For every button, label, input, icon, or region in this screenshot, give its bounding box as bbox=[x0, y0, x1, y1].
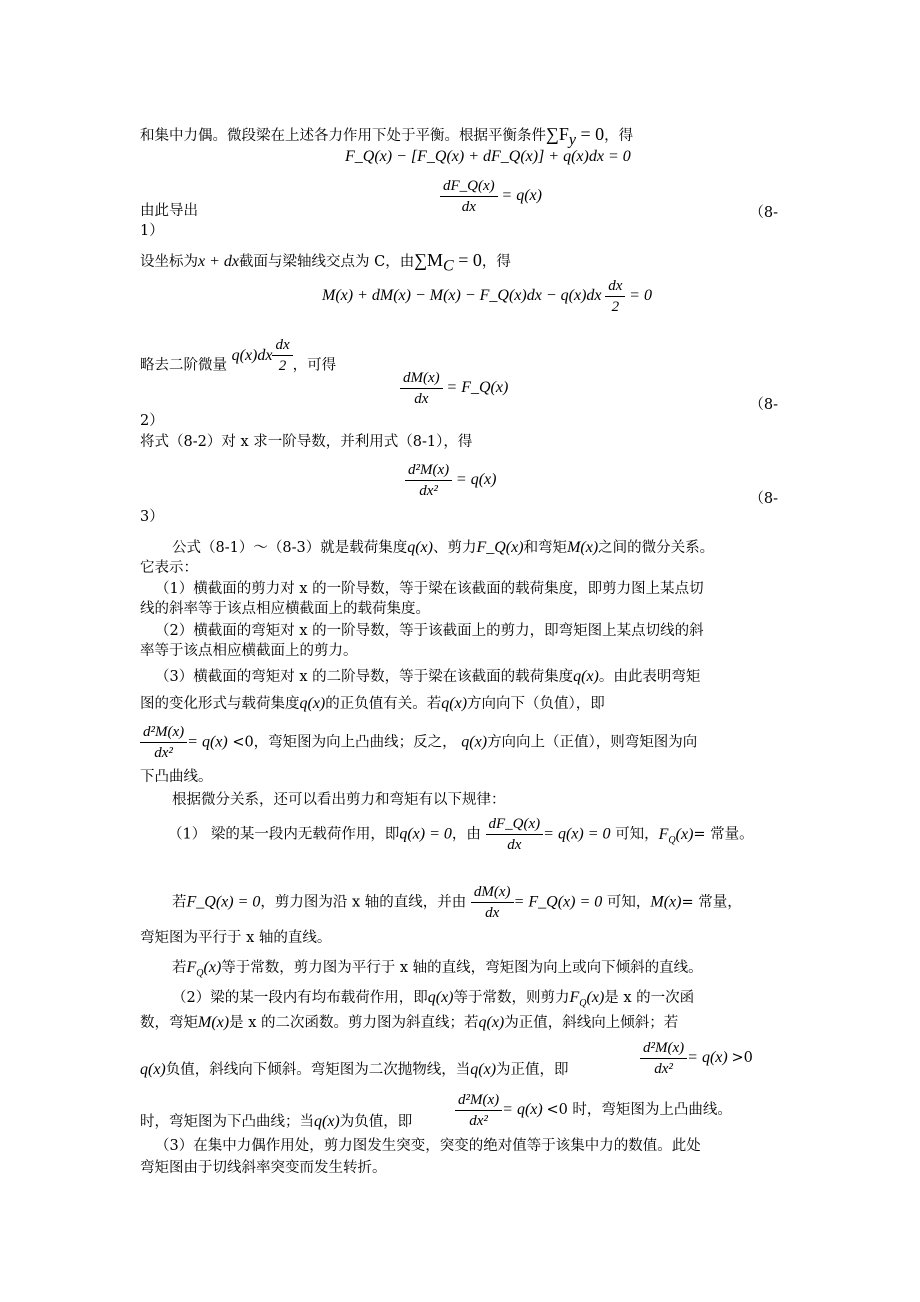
item-3 bbox=[155, 667, 700, 687]
fraction bbox=[272, 335, 292, 376]
fraction bbox=[405, 460, 452, 501]
sum-mc: $\sum M_C = 0$ bbox=[414, 250, 482, 275]
text: 为正值，斜线向上倾斜；若 bbox=[504, 1015, 679, 1031]
math: $F_Q(x)$ bbox=[658, 825, 694, 846]
text: ，可得 bbox=[292, 357, 337, 374]
fraction bbox=[140, 722, 187, 763]
sum-mc-sub: C bbox=[443, 257, 454, 275]
math: $F_Q(x)$ bbox=[186, 959, 222, 980]
item-3-line-3 bbox=[140, 722, 697, 763]
rhs: = q(x) bbox=[455, 470, 497, 488]
numerator: d²M(x) bbox=[405, 460, 452, 481]
sum-fy-symbol: ∑F bbox=[546, 124, 569, 144]
text: = 常量， bbox=[681, 894, 742, 911]
eq1-lead: 由此导出 bbox=[140, 203, 198, 219]
text: 是 x 的二次函数。剪力图为斜直线；若 bbox=[229, 1015, 479, 1031]
sum-mc-symbol: ∑M bbox=[414, 250, 444, 270]
text: = 常量。 bbox=[693, 826, 754, 843]
denominator: dx bbox=[461, 199, 476, 215]
denominator: dx² bbox=[419, 483, 438, 499]
numerator: d²M(x) bbox=[140, 722, 187, 743]
numerator: dF_Q(x) bbox=[486, 814, 544, 835]
math: q(x) bbox=[470, 1061, 497, 1078]
equation-8-1 bbox=[440, 176, 542, 217]
equation-number: （8- bbox=[749, 397, 778, 413]
equation-a: F_Q(x) − [F_Q(x) + dF_Q(x)] + q(x)dx = 0 bbox=[345, 148, 631, 165]
rule-3-cont: 弯矩图由于切线斜率突变而发生转折。 bbox=[140, 1160, 387, 1176]
text: 略去二阶微量 bbox=[140, 357, 227, 374]
paragraph-rules: 根据微分关系，还可以看出剪力和弯矩有以下规律： bbox=[172, 792, 506, 808]
text: 为正值，即 bbox=[496, 1062, 569, 1078]
numerator: dF_Q(x) bbox=[440, 176, 498, 197]
equation-number-cont: 2） bbox=[140, 413, 164, 429]
text: 。由此表明弯矩 bbox=[598, 669, 701, 685]
text: ，得 bbox=[604, 128, 634, 144]
math: F_Q(x) bbox=[476, 539, 524, 556]
math: q(x) bbox=[461, 733, 488, 751]
fraction bbox=[486, 814, 544, 855]
text: 的正负值有关。若 bbox=[325, 696, 442, 712]
denominator: 2 bbox=[611, 299, 620, 315]
text: <0，弯矩图为向上凸曲线；反之， bbox=[232, 734, 457, 751]
denominator: dx² bbox=[154, 745, 173, 761]
equation-number: （8- bbox=[749, 205, 778, 221]
text: （1） 梁的某一段内无载荷作用，即 bbox=[168, 826, 400, 843]
text: 方向向上（正值），则弯矩图为向 bbox=[487, 734, 698, 751]
lhs: M(x) + dM(x) − M(x) − F_Q(x)dx − q(x)dx bbox=[322, 286, 602, 304]
denominator: dx bbox=[485, 905, 500, 921]
denominator: dx bbox=[414, 391, 429, 407]
fraction bbox=[455, 1090, 502, 1131]
text: 等于常数，剪力图为平行于 x 轴的直线，弯矩图为向上或向下倾斜的直线。 bbox=[221, 960, 703, 976]
rhs: = F_Q(x) bbox=[446, 378, 509, 396]
equation-number-cont: 3） bbox=[140, 509, 164, 525]
paragraph-formulas-cont: 它表示： bbox=[140, 560, 198, 576]
equation-b bbox=[322, 276, 652, 317]
text: 若 bbox=[172, 960, 187, 976]
rule-2-fraction-b bbox=[455, 1090, 732, 1131]
item-2-cont: 率等于该点相应横截面上的剪力。 bbox=[140, 643, 358, 659]
rule-1-sub-b bbox=[172, 958, 703, 984]
text: 可知， bbox=[606, 894, 651, 911]
sum-fy-sub: y bbox=[568, 131, 576, 149]
rule-2-line-3 bbox=[140, 1060, 569, 1080]
text: 之间的微分关系。 bbox=[598, 540, 715, 556]
numerator: d²M(x) bbox=[640, 1038, 687, 1059]
item-3-line-2 bbox=[140, 694, 605, 714]
sum-fy-rhs: = 0 bbox=[575, 124, 605, 144]
fraction bbox=[605, 276, 625, 317]
math: q(x) bbox=[314, 1113, 340, 1130]
denominator: dx² bbox=[654, 1061, 673, 1077]
text: 若 bbox=[172, 894, 187, 911]
text: 方向向下（负值），即 bbox=[467, 696, 605, 712]
rhs: = 0 bbox=[629, 286, 652, 304]
paragraph-coordinate bbox=[140, 250, 511, 277]
text: ，由 bbox=[451, 826, 481, 843]
text: 设坐标为 bbox=[140, 254, 198, 270]
equation-8-2 bbox=[400, 368, 508, 409]
math: x + dx bbox=[198, 253, 239, 270]
rule-2-line-2 bbox=[140, 1013, 678, 1033]
math: F_Q(x) = 0 bbox=[186, 893, 261, 911]
math: q(x) bbox=[427, 989, 454, 1006]
text: 为负值，即 bbox=[339, 1114, 413, 1130]
text: 、剪力 bbox=[432, 540, 477, 556]
text: ，得 bbox=[481, 254, 511, 270]
math: q(x) bbox=[140, 1061, 166, 1078]
math: q(x) bbox=[299, 695, 326, 712]
rule-1-sub-a-cont: 弯矩图为平行于 x 轴的直线。 bbox=[140, 930, 332, 946]
item-1-cont: 线的斜率等于该点相应横截面上的载荷集度。 bbox=[140, 601, 430, 617]
text: （3）横截面的弯矩对 x 的二阶导数，等于梁在该截面的载荷集度 bbox=[155, 669, 574, 685]
denominator: dx bbox=[507, 837, 522, 853]
rhs: = q(x) = 0 bbox=[543, 825, 611, 843]
rule-1 bbox=[168, 814, 754, 855]
math: q(x) bbox=[407, 539, 433, 556]
fraction bbox=[440, 176, 498, 217]
text: ，剪力图为沿 x 轴的直线，并由 bbox=[260, 894, 467, 911]
fraction bbox=[471, 882, 514, 923]
paragraph-neglect bbox=[140, 337, 337, 386]
paragraph-derivative: 将式（8-2）对 x 求一阶导数，并利用式（8-1），得 bbox=[140, 434, 473, 450]
text: 数，弯矩 bbox=[140, 1015, 198, 1031]
math: M(x) bbox=[198, 1014, 230, 1031]
sum-fy bbox=[546, 124, 605, 149]
math: M(x) bbox=[567, 539, 599, 556]
math: q(x) bbox=[441, 695, 468, 712]
equation-8-3 bbox=[405, 460, 496, 501]
equation-number-cont: 1） bbox=[140, 223, 164, 239]
rhs: = q(x) bbox=[501, 186, 542, 204]
text: （2）梁的某一段内有均布载荷作用，即 bbox=[172, 990, 428, 1006]
text: 负值，斜线向下倾斜。弯矩图为二次抛物线，当 bbox=[165, 1062, 471, 1078]
paragraph-formulas bbox=[172, 538, 714, 558]
math: $F_Q(x)$ bbox=[569, 989, 605, 1010]
text: >0 bbox=[731, 1049, 753, 1066]
text: 和集中力偶。微段梁在上述各力作用下处于平衡。根据平衡条件 bbox=[140, 128, 546, 144]
numerator: dx bbox=[272, 335, 292, 356]
text: <0 时，弯矩图为上凸曲线。 bbox=[546, 1101, 732, 1118]
rhs: = F_Q(x) = 0 bbox=[513, 893, 603, 911]
text: 等于常数，则剪力 bbox=[453, 990, 570, 1006]
rule-2 bbox=[172, 988, 694, 1014]
math: q(x) bbox=[478, 1014, 505, 1031]
text: 截面与梁轴线交点为 C，由 bbox=[239, 254, 415, 270]
numerator: dx bbox=[605, 276, 625, 297]
text: 和弯矩 bbox=[523, 540, 568, 556]
numerator: d²M(x) bbox=[455, 1090, 502, 1111]
fraction bbox=[400, 368, 443, 409]
text: 公式（8-1）～（8-3）就是载荷集度 bbox=[172, 540, 408, 556]
item-3-line-4: 下凸曲线。 bbox=[140, 769, 213, 785]
text: 时，弯矩图为下凸曲线；当 bbox=[140, 1114, 314, 1130]
rule-2-fraction-a bbox=[640, 1038, 753, 1079]
paragraph-equilibrium bbox=[140, 124, 633, 151]
item-1: （1）横截面的剪力对 x 的一阶导数，等于梁在该截面的载荷集度，即剪力图上某点切 bbox=[155, 581, 704, 597]
math: q(x) = 0 bbox=[399, 825, 452, 843]
math: q(x) bbox=[573, 668, 599, 685]
text: 是 x 的一次函 bbox=[604, 990, 695, 1006]
rhs: = q(x) bbox=[502, 1100, 543, 1118]
rule-3: （3）在集中力偶作用处，剪力图发生突变，突变的绝对值等于该集中力的数值。此处 bbox=[155, 1138, 701, 1154]
denominator: dx² bbox=[469, 1113, 488, 1129]
math: M(x) bbox=[650, 893, 682, 911]
rule-1-sub-a bbox=[172, 882, 742, 923]
numerator: dM(x) bbox=[400, 368, 443, 389]
math: q(x)dx bbox=[231, 346, 273, 364]
fraction bbox=[640, 1038, 687, 1079]
rhs: = q(x) bbox=[187, 733, 228, 751]
text: 可知， bbox=[615, 826, 659, 843]
equation-number: （8- bbox=[749, 491, 778, 507]
rule-2-line-4 bbox=[140, 1112, 412, 1132]
numerator: dM(x) bbox=[471, 882, 514, 903]
text: 图的变化形式与载荷集度 bbox=[140, 696, 300, 712]
item-2: （2）横截面的弯矩对 x 的一阶导数，等于该截面上的剪力，即弯矩图上某点切线的斜 bbox=[155, 623, 704, 639]
denominator: 2 bbox=[278, 358, 287, 374]
rhs: = q(x) bbox=[687, 1048, 728, 1066]
